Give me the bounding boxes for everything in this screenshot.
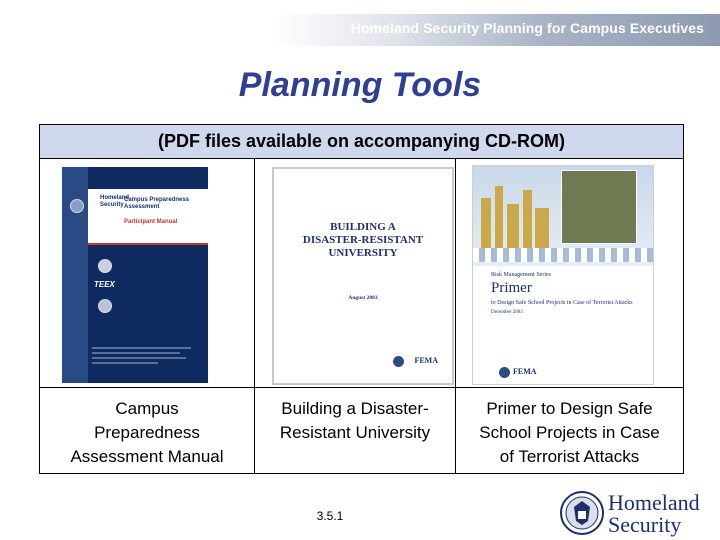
planning-tools-table <box>39 124 684 474</box>
dhs-seal-icon <box>560 491 604 535</box>
seal-icon <box>70 199 84 213</box>
label-line: Preparedness <box>94 423 200 442</box>
fema-seal-icon <box>393 356 404 367</box>
building-illustration <box>495 186 503 248</box>
cover-title <box>274 221 452 260</box>
running-title: Homeland Security Planning for Campus Executives <box>350 20 704 36</box>
aerial-photo <box>561 170 637 244</box>
cover-series: Risk Management Series <box>491 272 551 278</box>
row-divider <box>40 387 683 388</box>
cover-title: Primer <box>491 280 532 296</box>
seal-icon <box>98 259 112 273</box>
logo-line1: Homeland <box>608 490 700 515</box>
logo-line2: Security <box>608 512 682 537</box>
cover-agency: FEMA <box>513 367 537 376</box>
label-line: of Terrorist Attacks <box>499 447 640 466</box>
label-line: Resistant University <box>279 423 431 442</box>
label-disaster-resistant-university <box>255 397 455 445</box>
page-number: 3.5.1 <box>316 509 344 523</box>
label-line: Primer to Design Safe <box>486 399 653 418</box>
cover-subtitle: Participant Manual <box>124 219 178 225</box>
cover-date: August 2003 <box>348 295 378 301</box>
building-illustration <box>481 198 491 248</box>
cover-accent-line <box>88 243 208 245</box>
homeland-security-logo <box>558 490 718 536</box>
fema-seal-icon <box>499 367 510 378</box>
cover-artwork <box>473 166 653 266</box>
building-illustration <box>507 204 519 248</box>
campus-preparedness-cover[interactable] <box>62 167 208 383</box>
label-line: Campus <box>115 399 179 418</box>
building-illustration <box>535 208 549 248</box>
disaster-resistant-university-cover[interactable] <box>272 167 454 385</box>
label-line: Assessment Manual <box>70 447 224 466</box>
page-title: Planning Tools <box>238 66 482 104</box>
cover-title-line2: DISASTER-RESISTANT <box>302 234 424 246</box>
cover-title-line2: Assessment <box>124 204 160 210</box>
building-illustration <box>523 190 532 248</box>
wave-pattern <box>473 248 653 262</box>
label-primer <box>456 397 683 469</box>
table-header-text: (PDF files available on accompanying CD-ROM) <box>157 131 566 151</box>
cover-fine-print <box>92 347 202 375</box>
cover-org-line2: Security <box>100 202 124 208</box>
cover-agency: FEMA <box>414 356 438 365</box>
table-header <box>40 125 683 159</box>
label-line: Building a Disaster- <box>281 399 429 418</box>
label-campus-preparedness <box>40 397 254 469</box>
cover-title-line1: BUILDING A <box>330 221 396 233</box>
cover-title-line3: UNIVERSITY <box>328 247 398 259</box>
cover-title-line1: Campus Preparedness <box>124 197 190 203</box>
cover-date: December 2003 <box>491 310 523 315</box>
cover-org-line1: Homeland <box>100 195 130 201</box>
primer-cover[interactable] <box>472 165 654 385</box>
label-line: School Projects in Case <box>479 423 660 442</box>
seal-icon <box>98 299 112 313</box>
cover-subtitle: to Design Safe School Projects in Case of Terrorist Attacks <box>491 300 633 306</box>
cover-mark: TEEX <box>94 280 115 289</box>
